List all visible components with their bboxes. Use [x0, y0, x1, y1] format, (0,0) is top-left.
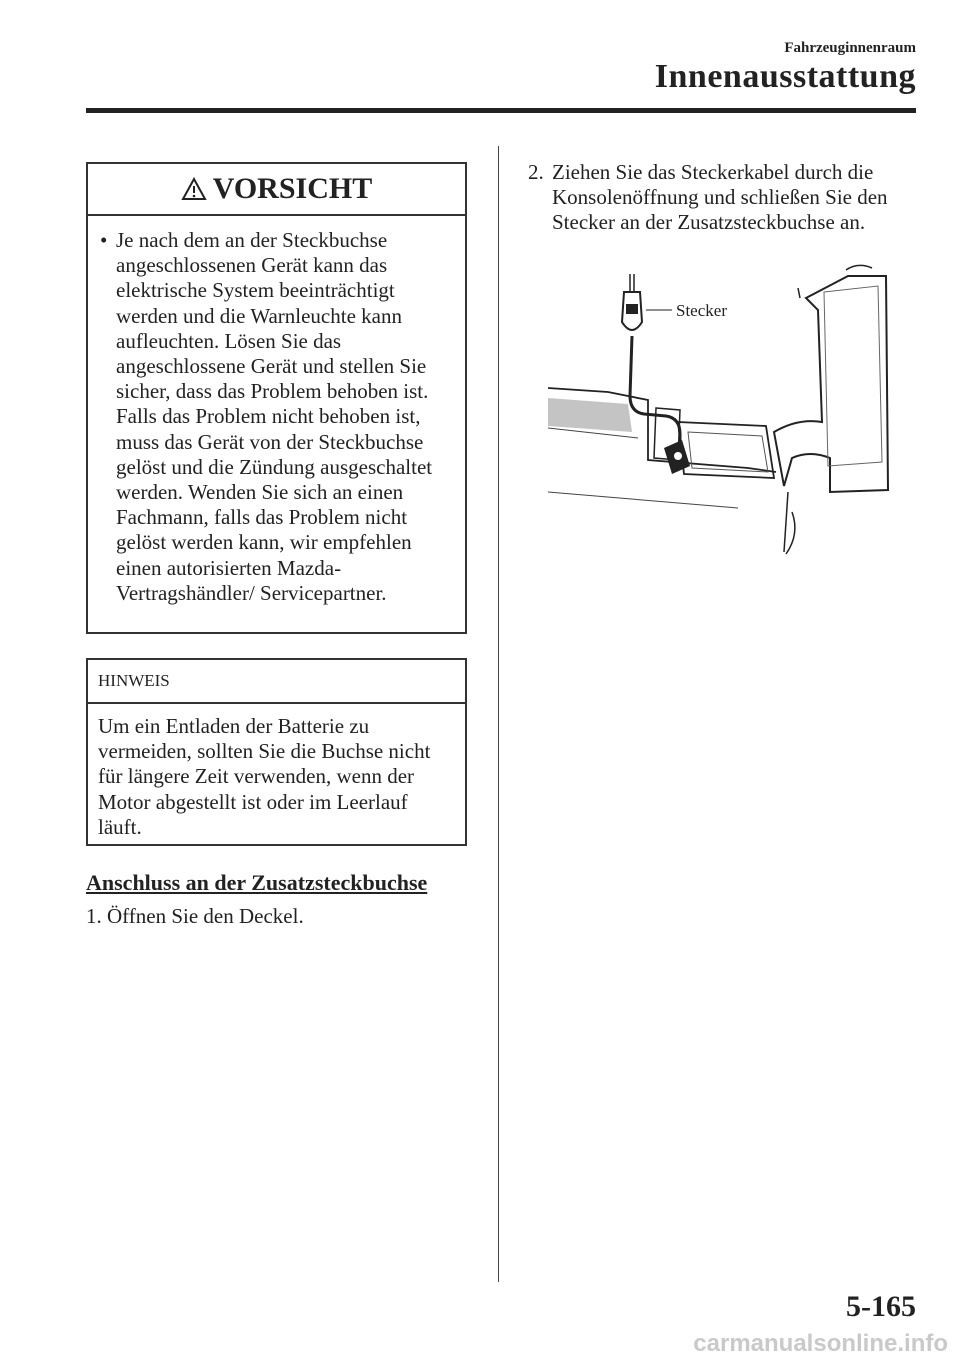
caution-box	[86, 162, 467, 634]
plug-label: Stecker	[676, 301, 727, 320]
step-number: 2.	[528, 160, 544, 184]
step-text: Ziehen Sie das Steckerkabel durch die Konsolenöffnung und schließen Sie den Stecker an der Zusatzsteckbuchse an.	[552, 160, 888, 234]
warning-triangle-icon	[181, 177, 207, 201]
page-number: 5-165	[846, 1290, 916, 1323]
caution-item	[100, 228, 455, 606]
step-text: Öffnen Sie den Deckel.	[107, 904, 304, 928]
step-2	[528, 160, 918, 235]
caution-text: Je nach dem an der Steckbuchse angeschlossenen Gerät kann das elektrische System beeinträchtigt werden und die Warnleuchte kann aufleuchten. Lösen Sie das angeschlossene Gerät und stellen Sie sicher, dass das Problem behoben ist. Falls das Problem nicht behoben ist, muss das Gerät von der Steckbuchse gelöst und die Zündung ausgeschaltet werden. Wenden Sie sich an einen Fachmann, falls das Problem nicht gelöst werden kann, wir empfehlen einen autorisierten Mazda-Vertragshändler/ Servicepartner.	[116, 228, 433, 605]
caution-title: VORSICHT	[212, 172, 373, 205]
step-1	[86, 904, 304, 929]
console-socket-illustration	[548, 262, 908, 562]
step-number: 1.	[86, 904, 102, 928]
column-divider	[498, 146, 499, 1282]
section-heading: Anschluss an der Zusatzsteckbuchse	[86, 870, 428, 895]
header-rule	[86, 108, 916, 113]
header-section-label: Fahrzeuginnenraum	[784, 40, 916, 56]
caution-header	[88, 164, 465, 216]
note-text: Um ein Entladen der Batterie zu vermeiden, sollten Sie die Buchse nicht für längere Zeit verwenden, wenn der Motor abgestellt ist oder im Leerlauf läuft.	[98, 714, 431, 839]
note-box	[86, 658, 467, 846]
page-title: Innenausstattung	[654, 58, 916, 95]
bullet-mark: •	[100, 228, 108, 252]
note-title: HINWEIS	[88, 660, 465, 704]
caution-list	[88, 216, 465, 606]
watermark: carmanualsonline.info	[693, 1330, 948, 1357]
